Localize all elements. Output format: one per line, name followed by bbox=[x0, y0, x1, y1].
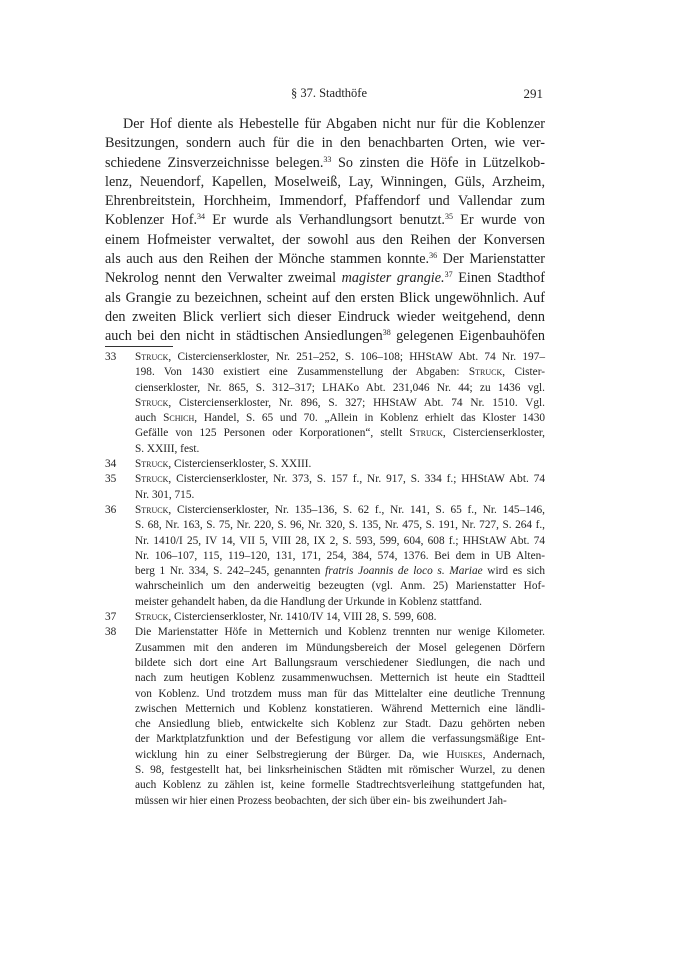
footnote-line bbox=[135, 794, 545, 809]
footnote-text: von Koblenz. Und trotzdem muss man für das Mittelalter eine deutliche Trennung bbox=[135, 687, 545, 700]
author-name: Struck bbox=[135, 458, 169, 471]
author-name: Struck bbox=[135, 473, 169, 486]
footnote-line bbox=[135, 411, 545, 426]
footnote-text: auch Koblenz zu zählen ist, keine formelle Stadtrechtsverleihung stattgefunden hat, bbox=[135, 779, 545, 792]
footnote-text: , Andernach, bbox=[482, 748, 546, 761]
body-line: als Grangie zu bezeichnen, scheint auf den ersten Blick ungewöhnlich. Auf bbox=[105, 289, 545, 306]
footnote bbox=[105, 457, 545, 472]
footnote-text: wicklung hin zu einer Selbstregierung der Bürger. Da, wie bbox=[135, 748, 447, 761]
footnote-divider bbox=[105, 346, 173, 347]
footnote-text: meister gehandelt haben, da die Handlung der Urkunde in Koblenz stattfand. bbox=[135, 595, 482, 608]
footnote-line bbox=[135, 534, 545, 549]
footnote-text: Gefälle von 125 Personen oder Korporationen“, stellt bbox=[135, 427, 410, 440]
footnote-line bbox=[135, 625, 545, 640]
italic-term: fratris Joannis de loco s. Mariae bbox=[325, 565, 483, 578]
footnote-line bbox=[135, 381, 545, 396]
footnote-text: , Cister- bbox=[502, 366, 545, 379]
running-header bbox=[115, 86, 543, 106]
footnote-line bbox=[135, 396, 545, 411]
footnote-line bbox=[135, 687, 545, 702]
footnote-line bbox=[135, 717, 545, 732]
footnote-ref[interactable]: 35 bbox=[444, 212, 453, 222]
author-name: Struck bbox=[135, 396, 169, 409]
footnote-text: , Cistercienserkloster, Nr. 373, S. 157 f., Nr. 917, S. 334 f.; HHStAW Abt. 74 bbox=[168, 473, 545, 486]
footnote bbox=[105, 472, 545, 503]
author-name: Schich bbox=[163, 412, 195, 425]
footnotes bbox=[105, 350, 545, 809]
footnote-ref[interactable]: 34 bbox=[197, 212, 205, 222]
footnote-text: , Cistercienserkloster, Nr. 1410/IV 14, VIII 28, S. 599, 608. bbox=[168, 611, 437, 624]
footnote-number: 38 bbox=[105, 626, 117, 639]
footnote-text: auch bbox=[135, 412, 164, 425]
author-name: Struck bbox=[409, 427, 443, 440]
footnote-line bbox=[135, 426, 545, 441]
footnote-text: , Cistercienserkloster, S. XXIII. bbox=[168, 458, 312, 471]
footnote-line bbox=[135, 656, 545, 671]
main-text bbox=[105, 115, 545, 347]
footnote-text: wahrscheinlich um den anderweitig bezeugten (vgl. Anm. 25) Marienstatter Hof- bbox=[135, 580, 545, 593]
footnote-text: , Cistercienserkloster, Nr. 896, S. 327; HHStAW Abt. 74 Nr. 1510. Vgl. bbox=[168, 396, 545, 409]
body-line: Ehrenbreitstein, Horchheim, Immendorf, Pfaffendorf und Vallendar zum bbox=[105, 193, 545, 210]
footnote-line bbox=[135, 442, 545, 457]
footnote-line bbox=[135, 671, 545, 686]
footnote-text: , Cistercienserkloster, Nr. 251–252, S. 106–108; HHStAW Abt. 74 Nr. 197– bbox=[168, 351, 545, 363]
footnote-line bbox=[135, 564, 545, 579]
footnote-text: 198. Von 1430 existiert eine Zusammenstellung der Abgaben: bbox=[135, 366, 469, 379]
footnote-line bbox=[135, 702, 545, 717]
body-line: lenz, Neuendorf, Kapellen, Moselweiß, Lay, Winningen, Güls, Arzheim, bbox=[105, 173, 545, 190]
footnote bbox=[105, 503, 545, 610]
footnote-text: , Cistercienserkloster, Nr. 135–136, S. 62 f., Nr. 141, S. 65 f., Nr. 145–146, bbox=[168, 503, 545, 516]
page-number: 291 bbox=[523, 86, 543, 101]
footnote-text: Nr. 1410/I 25, IV 14, VII 5, VIII 28, IX 2, S. 593, 599, 604, 608 f.; HHStAW Abt. 74 bbox=[135, 534, 545, 547]
footnote-line bbox=[135, 365, 545, 380]
footnote-number: 35 bbox=[105, 473, 117, 486]
footnote-text: Nr. 106–107, 115, 119–120, 131, 171, 254, 384, 574, 1376. Bei dem in UB Alten- bbox=[135, 549, 545, 562]
footnote-line bbox=[135, 518, 545, 533]
body-line: als auch aus den Reihen der Mönche stammen konnte.$^{36}$ Der Marienstatter bbox=[105, 251, 545, 268]
body-line: Der Hof diente als Hebestelle für Abgaben nicht nur für die Koblenzer bbox=[123, 116, 545, 132]
footnote-text: nach zum heutigen Koblenz zusammenwuchsen. Metternich ist heute ein Stadtteil bbox=[135, 672, 545, 685]
footnote-line bbox=[135, 595, 545, 610]
author-name: Struck bbox=[135, 611, 169, 624]
author-name: Huiskes bbox=[446, 748, 483, 761]
footnote-number: 36 bbox=[105, 503, 117, 516]
footnote bbox=[105, 625, 545, 809]
footnote-line bbox=[135, 488, 545, 503]
footnote-text: der Marktplatzfunktion und der Befestigung vor allem die verfassungsmäßige Ent- bbox=[135, 733, 545, 746]
body-line: auch bei den nicht in städtischen Ansiedlungen$^{38}$ gelegenen Eigenbauhöfen bbox=[105, 328, 545, 345]
footnote-text: che Ansiedlung blieb, entwickelte sich Koblenz zur Stadt. Dazu gehörten neben bbox=[135, 718, 545, 731]
footnote-ref[interactable]: 33 bbox=[323, 154, 332, 164]
footnote-text: zwischen Metternich und Koblenz konstatieren. Während Metternich eine ländli- bbox=[135, 702, 545, 715]
footnote-number: 37 bbox=[105, 611, 117, 624]
footnote-line bbox=[135, 472, 545, 487]
footnote-text: bildete sich dort eine Art Ballungsraum verschiedener Siedlungen, die nach und bbox=[135, 656, 545, 669]
body-line: Nekrolog nennt den Verwalter zweimal magister grangie.$^{37}$ Einen Stadthof bbox=[105, 270, 546, 287]
footnote-line bbox=[135, 732, 545, 747]
footnote-line bbox=[135, 457, 545, 472]
footnote-line bbox=[135, 748, 545, 763]
footnote-ref[interactable]: 36 bbox=[429, 251, 438, 261]
footnote-text: S. 68, Nr. 163, S. 75, Nr. 220, S. 96, Nr. 320, S. 135, Nr. 475, S. 191, Nr. 727, S. 264 f., bbox=[135, 519, 545, 532]
footnote-line bbox=[135, 503, 545, 518]
footnote-line bbox=[135, 641, 545, 656]
author-name: Struck bbox=[135, 503, 169, 516]
body-line: schiedene Zinsverzeichnisse belegen.$^{33}$ So zinsten die Höfe in Lützelkob- bbox=[105, 154, 545, 171]
footnote-ref[interactable]: 38 bbox=[382, 328, 391, 338]
footnote-number: 34 bbox=[105, 458, 117, 471]
footnote-text: , Handel, S. 65 und 70. „Allein in Koblenz erhielt das Kloster 1430 bbox=[194, 412, 546, 425]
body-line: Besitzungen, sondern auch für die in den benachbarten Orten, wie ver- bbox=[105, 135, 545, 152]
author-name: Struck bbox=[468, 366, 503, 379]
footnote-line bbox=[135, 350, 545, 365]
footnote-line bbox=[135, 549, 545, 564]
footnote-text: Zusammen mit den anderen im Mündungsbereich der Mosel gelegenen Dörfern bbox=[135, 641, 545, 654]
footnote-ref[interactable]: 37 bbox=[444, 270, 453, 280]
body-line: Koblenzer Hof.$^{34}$ Er wurde als Verhandlungsort benutzt.$^{35}$ Er wurde von bbox=[105, 212, 545, 229]
body-line: den zweiten Blick verliert sich dieser Eindruck wieder weitgehend, denn bbox=[105, 308, 545, 325]
body-line: einem Hofmeister verwaltet, der sowohl aus den Reihen der Konversen bbox=[105, 231, 545, 248]
footnote-text: wird es sich bbox=[482, 565, 546, 578]
footnote bbox=[105, 350, 545, 457]
footnote-line bbox=[135, 778, 545, 793]
header-title: § 37. Stadthöfe bbox=[290, 86, 368, 100]
footnote-text: cienserkloster, Nr. 865, S. 312–317; LHAKo Abt. 231,046 Nr. 44; zu 1436 vgl. bbox=[135, 381, 545, 394]
footnote-text: , Cistercienserkloster, bbox=[442, 427, 545, 440]
footnote bbox=[105, 610, 545, 625]
footnote-line bbox=[135, 579, 545, 594]
footnote-number: 33 bbox=[105, 351, 117, 363]
italic-term: magister grangie. bbox=[341, 270, 445, 287]
footnote-text: Nr. 301, 715. bbox=[135, 488, 195, 501]
footnote-text: müssen wir hier einen Prozess beobachten, der sich über ein- bis zweihundert Jah- bbox=[135, 794, 507, 807]
footnote-line bbox=[135, 610, 545, 625]
footnote-line bbox=[135, 763, 545, 778]
footnote-text: S. XXIII, fest. bbox=[135, 442, 200, 455]
footnote-text: Die Marienstatter Höfe in Metternich und Koblenz trennten nur wenige Kilometer. bbox=[135, 626, 545, 639]
author-name: Struck bbox=[135, 351, 169, 363]
footnote-text: S. 98, festgestellt hat, bei linksrheinischen Städten mit römischer Wurzel, zu denen bbox=[135, 764, 545, 777]
footnote-text: berg 1 Nr. 334, S. 242–245, genannten bbox=[135, 565, 326, 578]
